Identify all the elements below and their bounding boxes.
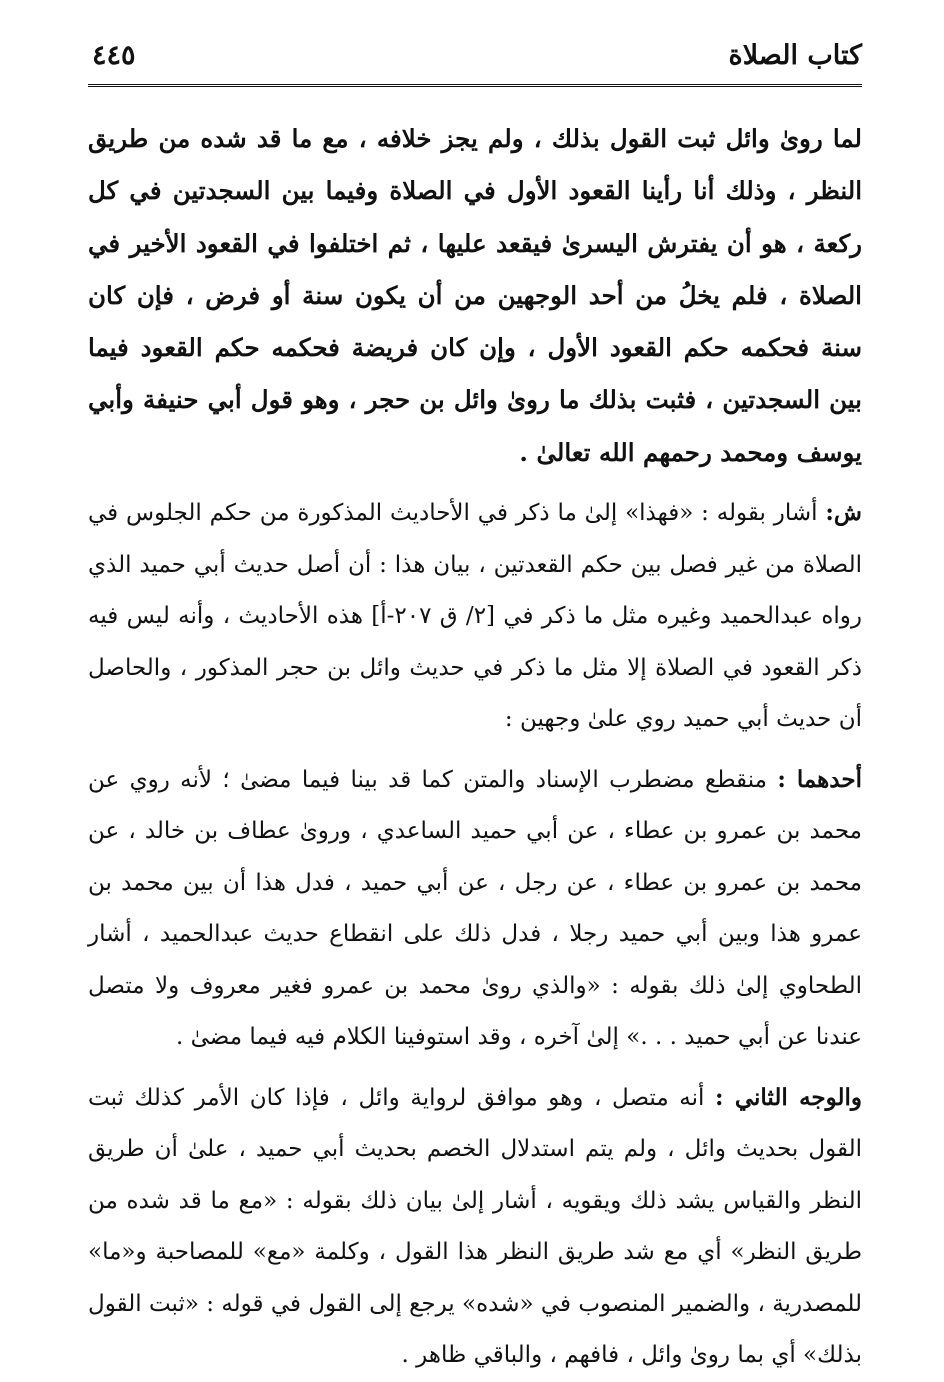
page-number: ٤٤٥	[92, 40, 136, 71]
first-aspect-marker: أحدهما :	[777, 765, 862, 793]
commentary-text: أشار بقوله : «فهذا» إلىٰ ما ذكر في الأحاديث المذكورة من حكم الجلوس في الصلاة من غير فصل بين حكم القعدتين ، بيان هذا : أن أصل حديث أبي حميد الذي رواه عبدالحميد وغيره مثل ما ذكر في [٢/ ق ٢٠٧-أ] هذه الأحاديث ، وأنه ليس فيه ذكر القعود في الصلاة إلا مثل ما ذكر في حديث وائل بن حجر المذكور ، والحاصل أن حديث أبي حميد روي علىٰ وجهين :	[88, 500, 863, 733]
commentary-marker: ش:	[825, 499, 862, 527]
book-page	[88, 36, 862, 1382]
second-aspect-marker: والوجه الثاني :	[715, 1083, 863, 1111]
commentary-paragraph-3	[88, 1072, 862, 1382]
main-text-paragraph: لما روىٰ وائل ثبت القول بذلك ، ولم يجز خلافه ، مع ما قد شده من طريق النظر ، وذلك أنا رأينا القعود الأول في الصلاة وفيما بين السجدتين في كل ركعة ، هو أن يفترش اليسرىٰ فيقعد عليها ، ثم اختلفوا في القعود الأخير في الصلاة ، فلم يخلُ من أحد الوجهين من أن يكون سنة أو فرض ، فإن كان سنة فحكمه حكم القعود الأول ، وإن كان فريضة فحكمه حكم القعود فيما بين السجدتين ، فثبت بذلك ما روىٰ وائل بن حجر ، وهو قول أبي حنيفة وأبي يوسف ومحمد رحمهم الله تعالىٰ .	[88, 124, 862, 467]
commentary-paragraph-1	[88, 487, 862, 746]
first-aspect-text: منقطع مضطرب الإسناد والمتن كما قد بينا فيما مضىٰ ؛ لأنه روي عن محمد بن عمرو بن عطاء ، عن أبي حميد الساعدي ، وروىٰ عطاف بن خالد ، عن محمد بن عمرو بن عطاء ، عن رجل ، عن أبي حميد ، فدل هذا أن بين محمد بن عمرو هذا وبين أبي حميد رجلا ، فدل ذلك على انقطاع حديث عبدالحميد ، أشار الطحاوي إلىٰ ذلك بقوله : «والذي روىٰ محمد بن عمرو فغير معروف ولا متصل عندنا عن أبي حميد . . .» إلىٰ آخره ، وقد استوفينا الكلام فيه فيما مضىٰ .	[88, 766, 862, 1051]
running-header	[88, 36, 862, 87]
second-aspect-text: أنه متصل ، وهو موافق لرواية وائل ، فإذا كان الأمر كذلك ثبت القول بحديث وائل ، ولم يتم استدلال الخصم بحديث أبي حميد ، علىٰ أن طريق النظر والقياس يشد ذلك ويقويه ، أشار إلىٰ بيان ذلك بقوله : «مع ما قد شده من طريق النظر» أي مع شد طريق النظر هذا القول ، وكلمة «مع» للمصاحبة و«ما» للمصدرية ، والضمير المنصوب في «شده» يرجع إلى القول في قوله : «ثبت القول بذلك» أي بما روىٰ وائل ، فافهم ، والباقي ظاهر .	[88, 1084, 862, 1369]
commentary-paragraph-2	[88, 754, 862, 1064]
book-title: كتاب الصلاة	[728, 40, 862, 71]
